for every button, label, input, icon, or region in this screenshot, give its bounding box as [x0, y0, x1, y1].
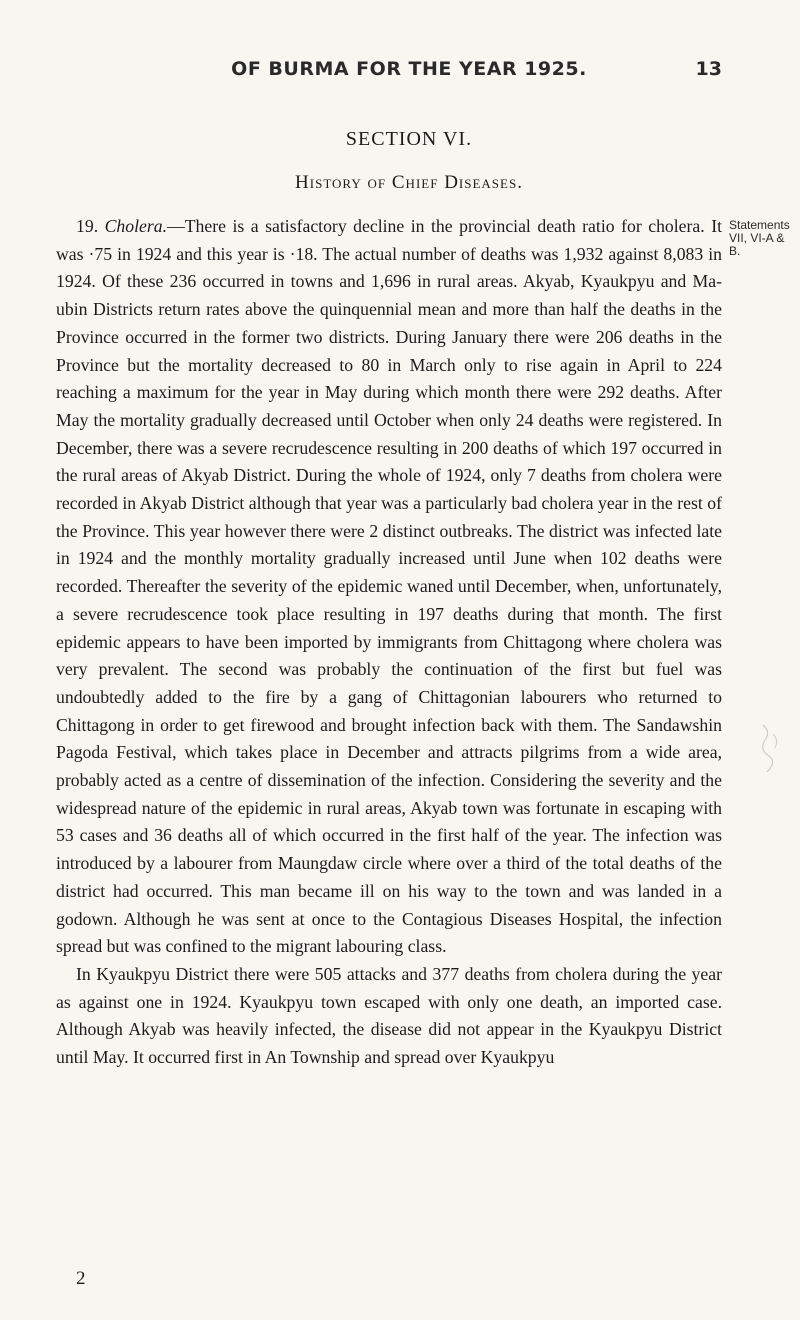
page-number: 13	[695, 58, 722, 80]
signature-mark: 2	[76, 1268, 86, 1289]
running-head-title: OF BURMA FOR THE YEAR 1925.	[231, 58, 587, 80]
body-text	[56, 213, 722, 1072]
section-subheading: History of Chief Diseases.	[295, 172, 523, 193]
paper-stain-icon	[755, 720, 785, 780]
section-heading: SECTION VI.	[345, 128, 473, 150]
paragraph-number: 19.	[76, 216, 99, 236]
paragraph-text: —There is a satisfactory decline in the provincial death ratio for cholera. It was ·75 in 1924 and this year is ·18. The actual number of deaths was 1,932 against 8,083 in 1924. Of these 236 occurred in towns and 1,696 in rural areas. Akyab, Kyaukpyu and Ma-ubin Districts return rates above the quinquennial mean and more than half the deaths in the Province occurred in the former two districts. During January there were 206 deaths in the Province but the mortality decreased to 80 in March only to rise again in April to 224 reaching a maximum for the year in May during which month there were 292 deaths. After May the mortality gradually decreased until October when only 24 deaths were registered. In December, there was a severe recrudescence resulting in 200 deaths of which 197 occurred in the rural areas of Akyab District. During the whole of 1924, only 7 deaths from cholera were recorded in Akyab District although that year was a particularly bad cholera year in the rest of the Province. This year however there were 2 distinct outbreaks. The district was infected late in 1924 and the monthly mortality gradually increased until June when 102 deaths were recorded. Thereafter the severity of the epidemic waned until December, when, unfortunately, a severe recrudescence took place resulting in 197 deaths during that month. The first epidemic appears to have been imported by immigrants from Chittagong where cholera was very prevalent. The second was probably the continuation of the first but fuel was undoubtedly added to the fire by a gang of Chittagonian labourers who returned to Chittagong in order to get firewood and brought infection back with them. The Sandawshin Pagoda Festival, which takes place in December and attracts pilgrims from a wide area, probably acted as a centre of dissemination of the infection. Considering the severity and the widespread nature of the epidemic in rural areas, Akyab town was fortunate in escaping with 53 cases and 36 deaths all of which occurred in the first half of the year. The infection was introduced by a labourer from Maungdaw circle where over a third of the total deaths of the district had occurred. This man became ill on his way to the town and was landed in a godown. Although he was sent at once to the Contagious Diseases Hospital, the infection spread but was confined to the migrant labouring class.	[56, 216, 723, 957]
margin-note: Statements VII, VI-A & B.	[729, 218, 790, 258]
paragraph-label: Cholera.	[104, 216, 168, 236]
running-head	[96, 58, 722, 84]
paragraph-kyaukpyu: In Kyaukpyu District there were 505 attacks and 377 deaths from cholera during the year as against one in 1924. Kyaukpyu town escaped with only one death, an imported case. Although Akyab was heavily infected, the disease did not appear in the Kyaukpyu District until May. It occurred first in An Township and spread over Kyaukpyu	[56, 963, 722, 1068]
paragraph-cholera	[56, 213, 722, 961]
